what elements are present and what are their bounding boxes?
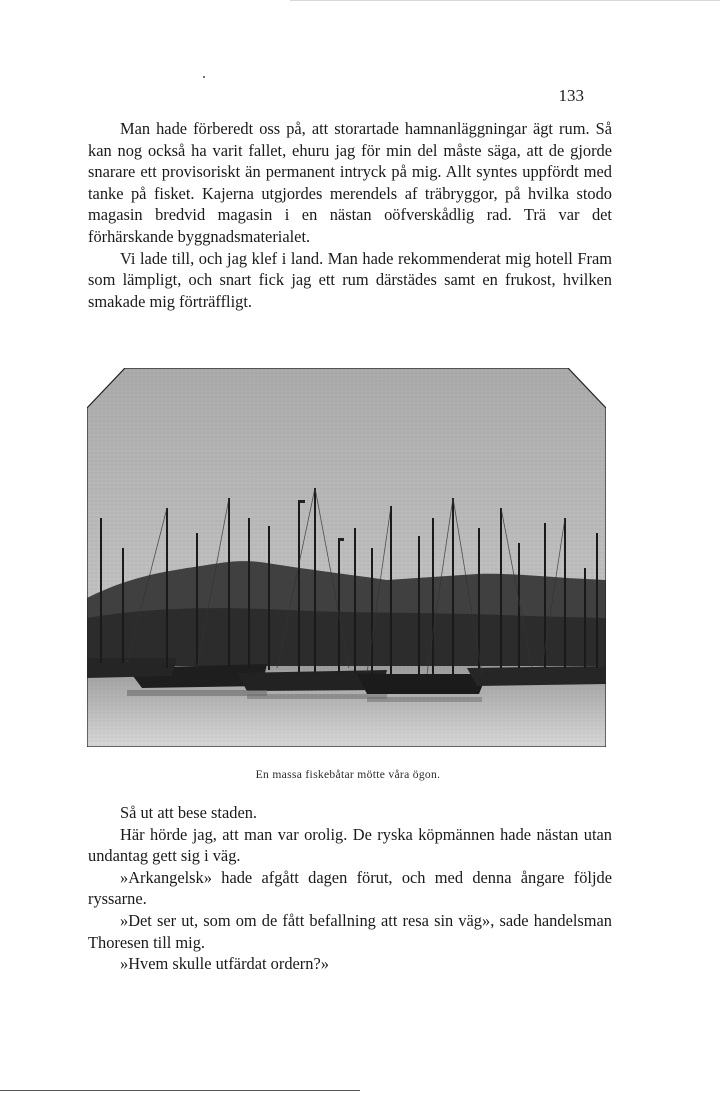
paragraph: Vi lade till, och jag klef i land. Man hade rekommenderat mig hotell Fram som lämpligt, och snart fick jag ett rum därstädes samt en frukost, hvilken smakade mig förträffligt. — [88, 248, 612, 311]
page-number: 133 — [558, 86, 584, 105]
paragraph: Man hade förberedt oss på, att storartade hamnanläggningar ägt rum. Så kan nog också ha varit fallet, ehuru jag för min del måste säga, att de gjorde snarare ett provisoriskt än permanent intryck på mig. Allt syntes uppfördt med tanke på fisket. Kajerna utgjordes merendels af träbryggor, på hvilka stodo magasin bredvid magasin i en nästan oöfverskådlig rad. Trä var det förhärskande byggnadsmaterialet. — [88, 119, 612, 246]
body-text-top — [88, 118, 612, 312]
page-top-edge — [290, 0, 720, 1]
paragraph: Så ut att bese staden. — [120, 803, 258, 822]
print-speck — [203, 76, 205, 78]
paragraph: »Hvem skulle utfärdat ordern?» — [120, 954, 329, 974]
paragraph: »Det ser ut, som om de fått befallning att resa sin väg», sade handelsman Thoresen till mig. — [88, 910, 612, 952]
paragraph: Här hörde jag, att man var orolig. De ryska köpmännen hade nästan utan undantag gett sig i väg. — [88, 824, 612, 866]
body-text-bottom — [88, 802, 612, 975]
page-bottom-edge — [0, 1090, 360, 1091]
paragraph: »Arkangelsk» hade afgått dagen förut, och med denna ångare följde ryssarne. — [88, 867, 612, 909]
harbor-photo — [87, 368, 606, 747]
figure-caption: En massa fiskebåtar mötte våra ögon. — [255, 768, 441, 781]
